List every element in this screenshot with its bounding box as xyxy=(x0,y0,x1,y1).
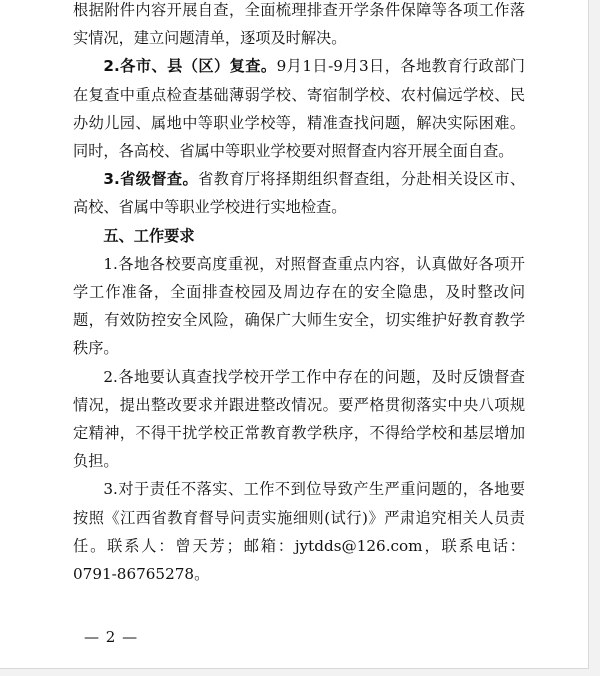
section-5-heading: 五、工作要求 xyxy=(103,226,195,245)
document-body xyxy=(73,0,525,588)
item-3-text: 省教育厅将择期组织督查组，分赴相关设区市、高校、省属中等职业学校进行实地检查。 xyxy=(73,170,526,217)
requirement-1-paragraph: 1.各地各校要高度重视，对照督查重点内容，认真做好各项开学工作准备，全面排查校园及周边存在的安全隐患，及时整改问题，有效防控安全风险，确保广大师生安全，切实维护好教育教学秩序。 xyxy=(73,254,525,358)
requirement-3-paragraph: 3.对于责任不落实、工作不到位导致产生严重问题的，各地要按照《江西省教育督导问责实施细则(试行)》严肃追究相关人员责任。联系人：曾天芳；邮箱：jytdds@126.com，联系电话：0791-86765278。 xyxy=(73,480,525,584)
item-2-label: 2.各市、县（区）复查。 xyxy=(103,57,277,76)
item-3-label: 3.省级督查。 xyxy=(103,170,199,189)
requirement-2-paragraph: 2.各地要认真查找学校开学工作中存在的问题，及时反馈督查情况，提出整改要求并跟进整改情况。要严格贯彻落实中央八项规定精神，不得干扰学校正常教育教学秩序，不得给学校和基层增加负担。 xyxy=(73,367,525,471)
item-3-paragraph xyxy=(73,165,525,221)
continuation-paragraph: 根据附件内容开展自查，全面梳理排查开学条件保障等各项工作落实情况，建立问题清单，逐项及时解决。 xyxy=(73,1,525,48)
page-number: — 2 — xyxy=(84,628,139,646)
item-2-paragraph xyxy=(73,52,525,165)
item-2-text: 9月1日-9月3日，各地教育行政部门在复查中重点检查基础薄弱学校、寄宿制学校、农村偏远学校、民办幼儿园、属地中等职业学校等，精准查找问题，解决实际困难。同时，各高校、省属中等职业学校要对照督查内容开展全面自查。 xyxy=(73,57,525,161)
